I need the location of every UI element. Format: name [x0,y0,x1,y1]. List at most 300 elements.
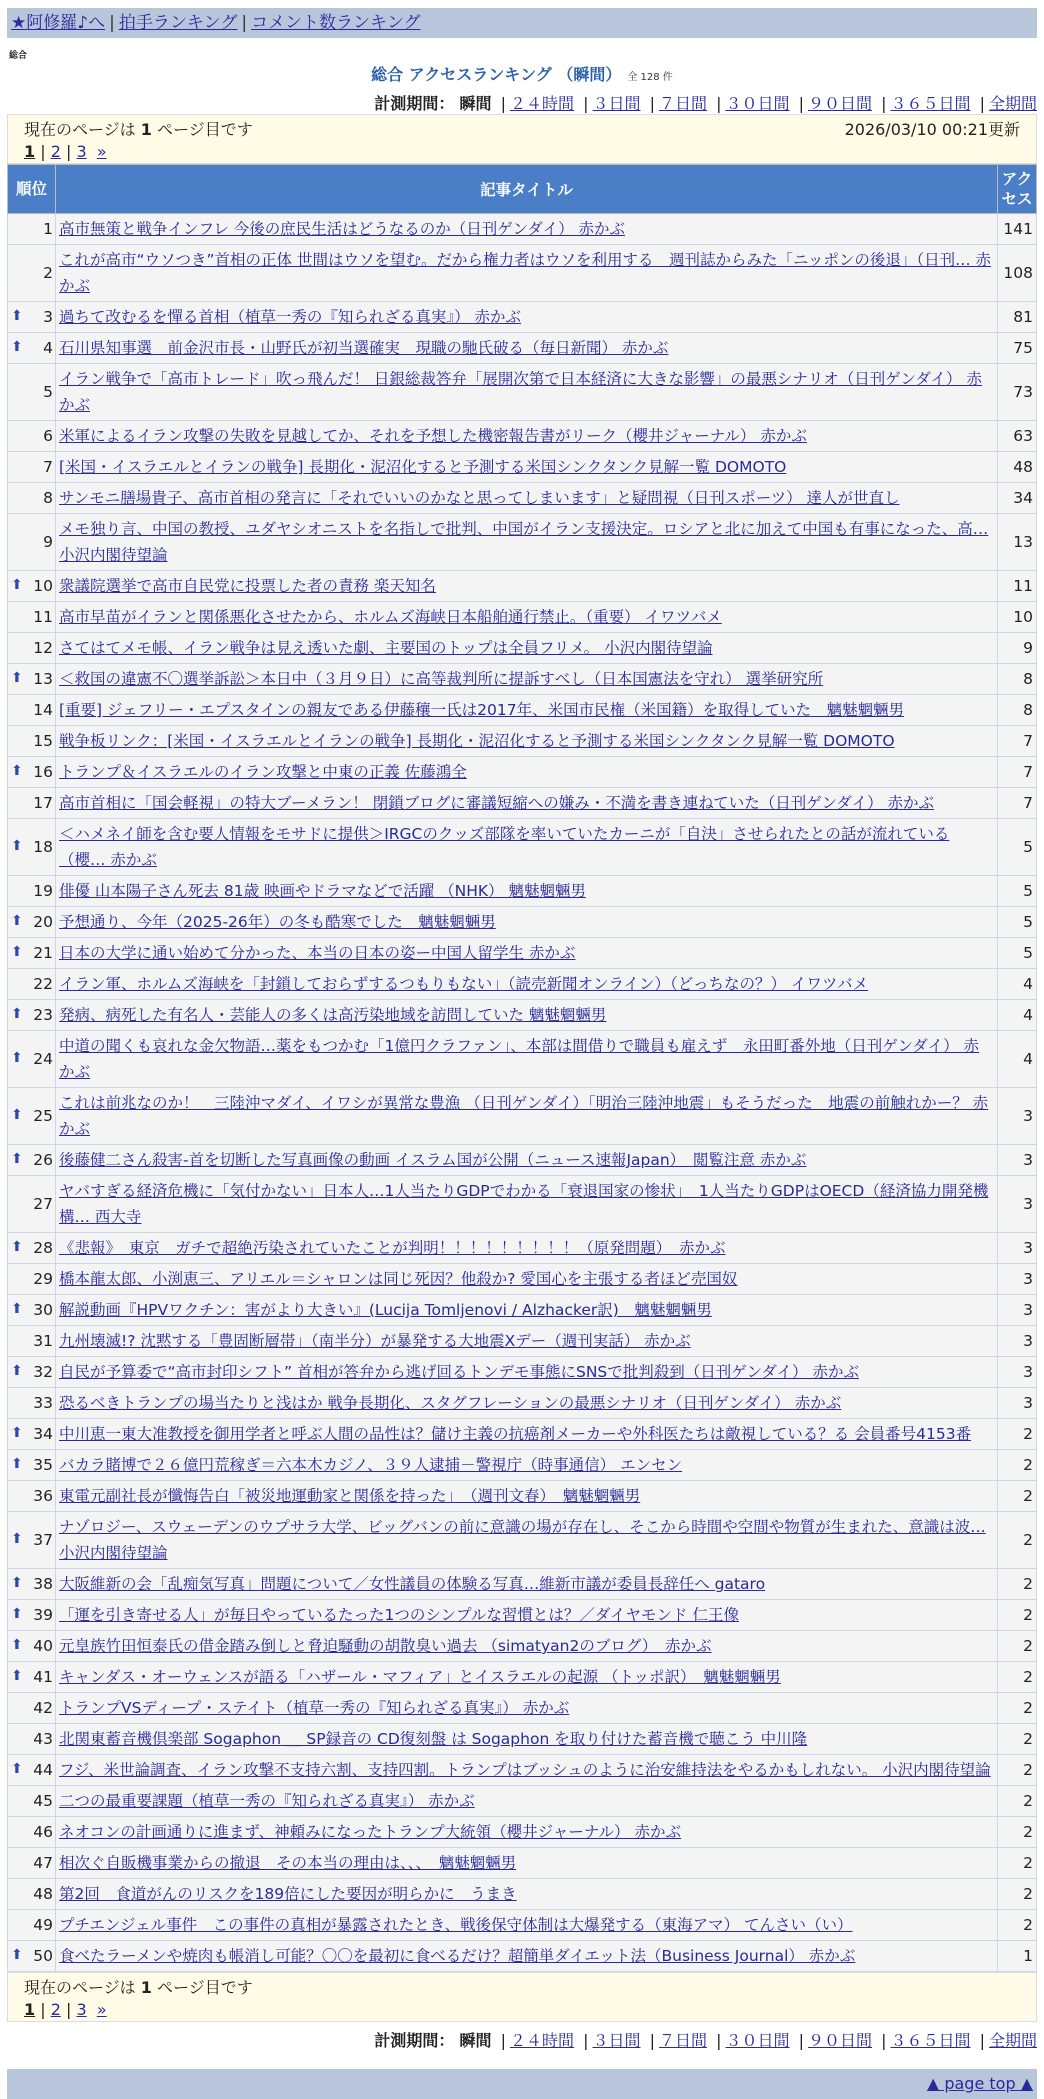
article-title-link[interactable]: 石川県知事選 前金沢市長・山野氏が初当選確実 現職の馳氏破る（毎日新聞） 赤かぶ [59,339,669,357]
category-label: 総合 [9,51,28,61]
title-cell [56,1569,998,1600]
article-title-link[interactable]: 中道の聞くも哀れな金欠物語…薬をもつかむ「1億円クラファン」、本部は間借りで職員も雇えず 永田町番外地（日刊ゲンダイ） 赤かぶ [59,1037,979,1081]
rank-cell [8,726,56,757]
access-count: 3 [998,1295,1037,1326]
title-cell [56,421,998,452]
access-count: 3 [998,1233,1037,1264]
rank-number: 33 [33,1394,53,1412]
period-link-7d[interactable]: ７日間 [658,94,707,113]
title-cell [56,1031,998,1088]
period-link-30d[interactable]: ３０日間 [725,94,790,113]
article-title-link[interactable]: 「運を引き寄せる人」が毎日やっているたった1つのシンプルな習慣とは？／ダイヤモンド 仁王像 [59,1606,739,1624]
table-row [8,302,1037,333]
access-count: 11 [998,571,1037,602]
rank-cell [8,1910,56,1941]
access-count: 2 [998,1662,1037,1693]
title-cell [56,302,998,333]
title-cell [56,1450,998,1481]
rank-cell [8,1419,56,1450]
period-link-365d-bottom[interactable]: ３６５日間 [890,2031,971,2050]
title-cell [56,664,998,695]
article-title-link[interactable]: 九州壊滅!? 沈黙する「豊固断層帯」（南半分）が暴発する大地震Xデー（週刊実話） 赤かぶ [59,1332,691,1350]
rank-cell [8,602,56,633]
period-link-3d[interactable]: ３日間 [592,94,641,113]
rank-cell [8,695,56,726]
table-row [8,695,1037,726]
up-arrow-icon: ⬆ [11,1575,23,1591]
rank-cell [8,302,56,333]
table-row [8,1817,1037,1848]
table-row [8,1848,1037,1879]
nav-link-comment-ranking[interactable]: コメント数ランキング [251,13,421,33]
page-next-link[interactable]: » [96,142,107,161]
access-count: 2 [998,1419,1037,1450]
table-row [8,1176,1037,1233]
title-cell [56,1295,998,1326]
rank-cell [8,1693,56,1724]
rank-cell [8,1724,56,1755]
rank-number: 41 [33,1668,53,1686]
table-row [8,757,1037,788]
rank-cell [8,876,56,907]
up-arrow-icon: ⬆ [11,308,23,324]
title-cell [56,938,998,969]
title-cell [56,333,998,364]
article-title-link[interactable]: 相次ぐ自販機事業からの撤退 その本当の理由は、、、 魑魅魍魎男 [59,1854,517,1872]
article-title-link[interactable]: プチエンジェル事件 この事件の真相が暴露されたとき、戦後保守体制は大爆発する（東海アマ） てんさい（い） [59,1916,853,1934]
rank-number: 11 [33,608,53,626]
up-arrow-icon: ⬆ [11,1151,23,1167]
access-count: 48 [998,452,1037,483]
table-row [8,214,1037,245]
rank-cell [8,1450,56,1481]
access-count: 3 [998,1145,1037,1176]
period-link-all[interactable]: 全期間 [988,94,1037,113]
article-title-link[interactable]: 過ちて改むるを憚る首相（植草一秀の『知られざる真実』） 赤かぶ [59,308,522,326]
title-cell [56,1233,998,1264]
title-cell [56,1326,998,1357]
table-row [8,633,1037,664]
article-title-link[interactable]: トランプ＆イスラエルのイラン攻撃と中東の正義 佐藤鴻全 [59,763,467,781]
article-title-link[interactable]: [重要] ジェフリー・エプスタインの親友である伊藤穰一氏は2017年、米国市民権（米国籍）を取得していた 魑魅魍魎男 [59,701,905,719]
rank-cell [8,1357,56,1388]
top-navbar [7,8,1037,38]
title-cell [56,364,998,421]
article-title-link[interactable]: バカラ賭博で２６億円荒稼ぎ＝六本木カジノ、３９人逮捕－警視庁（時事通信） エンセン [59,1456,683,1474]
rank-cell [8,333,56,364]
rank-cell [8,421,56,452]
rank-number: 19 [33,882,53,900]
page-link-2[interactable]: 2 [50,142,61,161]
rank-number: 46 [33,1823,53,1841]
title-cell [56,1631,998,1662]
rank-number: 44 [33,1761,53,1779]
access-count: 34 [998,483,1037,514]
up-arrow-icon: ⬆ [11,1363,23,1379]
table-header-row [8,165,1037,214]
access-count: 2 [998,1848,1037,1879]
article-title-link[interactable]: サンモニ膳場貴子、高市首相の発言に「それでいいのかなと思ってしまいます」と疑問視（日刊スポーツ） 達人が世直し [59,489,900,507]
pagination-top: 現在のページは 1 ページ目です 2026/03/10 00:21更新 1 | 2 | 3 » [7,114,1037,164]
access-count: 141 [998,214,1037,245]
article-title-link[interactable]: 衆議院選挙で高市自民党に投票した者の責務 楽天知名 [59,577,436,595]
access-count: 5 [998,938,1037,969]
period-link-3d-bottom[interactable]: ３日間 [592,2031,641,2050]
article-title-link[interactable]: 橋本龍太郎、小渕恵三、アリエル＝シャロンは同じ死因？他殺か? 愛国心を主張する者ほど売国奴 [59,1270,738,1288]
table-row [8,1786,1037,1817]
rank-number: 15 [33,732,53,750]
title-cell [56,483,998,514]
rank-number: 5 [43,383,53,401]
rank-number: 22 [33,975,53,993]
up-arrow-icon: ⬆ [11,1761,23,1777]
nav-link-asyura[interactable]: ★阿修羅♪へ [11,13,106,33]
page-current: 1 [24,142,36,161]
table-row [8,1631,1037,1662]
access-count: 3 [998,1326,1037,1357]
title-cell [56,757,998,788]
rank-number: 31 [33,1332,53,1350]
rank-number: 23 [33,1006,53,1024]
access-count: 10 [998,602,1037,633]
rank-cell [8,1000,56,1031]
title-cell [56,1000,998,1031]
article-title-link[interactable]: [米国・イスラエルとイランの戦争] 長期化・泥沼化すると予測する米国シンクタンク見解一覧 DOMOTO [59,458,787,476]
period-selector-bottom: 計測期間： 瞬間 | ２４時間 | ３日間 | ７日間 | ３０日間 | ９０日間 | ３６５日間 | 全期間 [374,2031,1037,2050]
access-count: 4 [998,1031,1037,1088]
nav-separator: | [109,13,115,33]
article-title-link[interactable]: 米軍によるイラン攻撃の失敗を見越してか、それを予想した機密報告書がリーク（櫻井ジャーナル） 赤かぶ [59,427,807,445]
title-cell [56,1755,998,1786]
article-title-link[interactable]: 第2回 食道がんのリスクを189倍にした要因が明らかに うまき [59,1885,517,1903]
table-row [8,1569,1037,1600]
title-cell [56,819,998,876]
page-link-3[interactable]: 3 [76,142,87,161]
access-count: 2 [998,1910,1037,1941]
article-title-link[interactable]: 自民が予算委で“高市封印シフト” 首相が答弁から逃げ回るトンデモ事態にSNSで批判殺到（日刊ゲンダイ） 赤かぶ [59,1363,859,1381]
rank-number: 42 [33,1699,53,1717]
access-count: 2 [998,1569,1037,1600]
article-title-link[interactable]: 高市首相に「国会軽視」の特大ブーメラン！ 閉鎖ブログに審議短縮への嫌み・不満を書き連ねていた（日刊ゲンダイ） 赤かぶ [59,794,934,812]
table-row [8,1724,1037,1755]
rank-cell [8,514,56,571]
table-row [8,938,1037,969]
article-title-link[interactable]: これが高市“ウソつき”首相の正体 世間はウソを望む。だから権力者はウソを利用する 週刊誌からみた「ニッポンの後退」（日刊… 赤かぶ [59,251,992,295]
title-cell [56,907,998,938]
table-row [8,1088,1037,1145]
title-cell [56,245,998,302]
table-row [8,483,1037,514]
rank-number: 7 [43,458,53,476]
rank-number: 27 [33,1195,53,1213]
period-link-7d-bottom[interactable]: ７日間 [658,2031,707,2050]
article-title-link[interactable]: 恐るべきトランプの場当たりと浅はか 戦争長期化、スタグフレーションの最悪シナリオ（日刊ゲンダイ） 赤かぶ [59,1394,842,1412]
title-cell [56,1910,998,1941]
article-title-link[interactable]: 俳優 山本陽子さん死去 81歳 映画やドラマなどで活躍 （NHK） 魑魅魍魎男 [59,882,586,900]
article-title-link[interactable]: 日本の大学に通い始めて分かった、本当の日本の姿ー中国人留学生 赤かぶ [59,944,576,962]
period-link-24h[interactable]: ２４時間 [509,94,574,113]
access-count: 73 [998,364,1037,421]
up-arrow-icon: ⬆ [11,1301,23,1317]
rank-number: 24 [33,1050,53,1068]
article-title-link[interactable]: 《悲報》 東京 ガチで超絶汚染されていたことが判明！！！！！！！！！（原発問題） 赤かぶ [59,1239,726,1257]
article-title-link[interactable]: 後藤健二さん殺害-首を切断した写真画像の動画 イスラム国が公開（ニュース速報Japan） 閲覧注意 赤かぶ [59,1151,807,1169]
page-next-link-bottom[interactable]: » [96,2000,107,2019]
rank-number: 8 [43,489,53,507]
rank-cell [8,1512,56,1569]
rank-number: 25 [33,1107,53,1125]
access-count: 9 [998,633,1037,664]
rank-cell [8,571,56,602]
title-cell [56,969,998,1000]
access-count: 2 [998,1631,1037,1662]
nav-link-applause-ranking[interactable]: 拍手ランキング [118,13,238,33]
title-cell [56,1786,998,1817]
rank-number: 2 [43,264,53,282]
rank-cell [8,819,56,876]
rank-number: 48 [33,1885,53,1903]
page-link-2-bottom[interactable]: 2 [50,2000,61,2019]
table-row [8,1600,1037,1631]
rank-number: 14 [33,701,53,719]
period-label: 計測期間： [374,94,455,113]
article-title-link[interactable]: トランプVSディープ・ステイト（植草一秀の『知られざる真実』） 赤かぶ [59,1699,570,1717]
period-link-90d-bottom[interactable]: ９０日間 [807,2031,872,2050]
rank-number: 36 [33,1487,53,1505]
table-row [8,1031,1037,1088]
rank-cell [8,1569,56,1600]
up-arrow-icon: ⬆ [11,1425,23,1441]
rank-number: 38 [33,1575,53,1593]
table-row [8,333,1037,364]
rank-number: 4 [43,339,53,357]
rank-cell [8,1941,56,1972]
rank-cell [8,452,56,483]
access-count: 75 [998,333,1037,364]
rank-number: 43 [33,1730,53,1748]
title-cell [56,1088,998,1145]
rank-cell [8,483,56,514]
period-link-365d[interactable]: ３６５日間 [890,94,971,113]
title-cell [56,1481,998,1512]
table-row [8,1388,1037,1419]
rank-cell [8,757,56,788]
table-row [8,1941,1037,1972]
table-row [8,969,1037,1000]
ranking-table [7,164,1037,1972]
table-row [8,876,1037,907]
rank-cell [8,938,56,969]
title-cell [56,1419,998,1450]
rank-number: 47 [33,1854,53,1872]
rank-cell [8,1233,56,1264]
rank-cell [8,664,56,695]
article-title-link[interactable]: キャンダス・オーウェンスが語る「ハザール・マフィア」とイスラエルの起源 （トッポ訳） 魑魅魍魎男 [59,1668,781,1686]
rank-number: 35 [33,1456,53,1474]
rank-number: 16 [33,763,53,781]
table-row [8,1662,1037,1693]
access-count: 3 [998,1176,1037,1233]
rank-cell [8,214,56,245]
access-count: 2 [998,1786,1037,1817]
access-count: 1 [998,1941,1037,1972]
access-count: 2 [998,1724,1037,1755]
title-cell [56,1176,998,1233]
article-title-link[interactable]: イラン戦争で「高市トレード」吹っ飛んだ！ 日銀総裁答弁「展開次第で日本経済に大きな影響」の最悪シナリオ（日刊ゲンダイ） 赤かぶ [59,370,982,414]
title-cell [56,571,998,602]
article-title-link[interactable]: 発病、病死した有名人・芸能人の多くは高汚染地域を訪問していた 魑魅魍魎男 [59,1006,607,1024]
article-title-link[interactable]: 解説動画『HPVワクチン：害がより大きい』(Lucija Tomljenovi / Alzhacker訳) 魑魅魍魎男 [59,1301,712,1319]
table-row [8,1357,1037,1388]
article-title-link[interactable]: 二つの最重要課題（植草一秀の『知られざる真実』） 赤かぶ [59,1792,475,1810]
article-title-link[interactable]: フジ、米世論調査、イラン攻撃不支持六割、支持四割。トランプはブッシュのように治安維持法をやるかもしれない。 小沢内閣待望論 [59,1761,991,1779]
article-title-link[interactable]: 高市無策と戦争インフレ 今後の庶民生活はどうなるのか（日刊ゲンダイ） 赤かぶ [59,220,625,238]
period-label-bottom: 計測期間： [374,2031,455,2050]
title-cell [56,1145,998,1176]
rank-number: 21 [33,944,53,962]
rank-number: 40 [33,1637,53,1655]
table-row [8,1145,1037,1176]
rank-number: 39 [33,1606,53,1624]
table-row [8,452,1037,483]
access-count: 5 [998,907,1037,938]
table-row [8,1264,1037,1295]
article-title-link[interactable]: ナゾロジー、スウェーデンのウプサラ大学、ビッグバンの前に意識の場が存在し、そこから時間や空間や物質が生まれた、意識は波… 小沢内閣待望論 [59,1518,986,1562]
article-title-link[interactable]: メモ独り言、中国の教授、ユダヤシオニストを名指しで批判、中国がイラン支援決定。ロシアと北に加えて中国も有事になった、高… 小沢内閣待望論 [59,520,989,564]
title-cell [56,1662,998,1693]
up-arrow-icon: ⬆ [11,1668,23,1684]
access-count: 7 [998,726,1037,757]
title-cell [56,1512,998,1569]
table-row [8,602,1037,633]
article-title-link[interactable]: 中川恵一東大准教授を御用学者と呼ぶ人間の品性は？儲け主義の抗癌剤メーカーや外科医たちは敵視している？る 会員番号4153番 [59,1425,972,1443]
rank-number: 26 [33,1151,53,1169]
table-row [8,1755,1037,1786]
period-link-30d-bottom[interactable]: ３０日間 [725,2031,790,2050]
rank-number: 13 [33,670,53,688]
access-count: 2 [998,1450,1037,1481]
rank-cell [8,969,56,1000]
rank-number: 50 [33,1947,53,1965]
rank-number: 18 [33,838,53,856]
article-title-link[interactable]: 戦争板リンク：[米国・イスラエルとイランの戦争] 長期化・泥沼化すると予測する米国シンクタンク見解一覧 DOMOTO [59,732,895,750]
page-current-bottom: 1 [24,2000,36,2019]
access-count: 13 [998,514,1037,571]
title-cell [56,1848,998,1879]
updated-timestamp: 2026/03/10 00:21更新 [844,120,1020,139]
table-row [8,571,1037,602]
article-title-link[interactable]: 元皇族竹田恒泰氏の借金踏み倒しと脅迫騒動の胡散臭い過去 （simatyan2のブログ） 赤かぶ [59,1637,712,1655]
up-arrow-icon: ⬆ [11,1107,23,1123]
title-cell [56,452,998,483]
page-link-3-bottom[interactable]: 3 [76,2000,87,2019]
article-title-link[interactable]: 東電元副社長が懺悔告白「被災地運動家と関係を持った」 （週刊文春） 魑魅魍魎男 [59,1487,641,1505]
up-arrow-icon: ⬆ [11,763,23,779]
rank-cell [8,1662,56,1693]
article-title-link[interactable]: これは前兆なのか！ 三陸沖マダイ、イワシが異常な豊漁 （日刊ゲンダイ）「明治三陸沖地震」もそうだった 地震の前触れかー？ 赤かぶ [59,1094,989,1138]
period-link-24h-bottom[interactable]: ２４時間 [509,2031,574,2050]
article-title-link[interactable]: 予想通り、今年（2025-26年）の冬も酷寒でした 魑魅魍魎男 [59,913,496,931]
title-cell [56,1264,998,1295]
rank-number: 32 [33,1363,53,1381]
rank-number: 9 [43,533,53,551]
rank-number: 10 [33,577,53,595]
table-row [8,1000,1037,1031]
article-title-link[interactable]: ネオコンの計画通りに進まず、神頼みになったトランプ大統領（櫻井ジャーナル） 赤かぶ [59,1823,681,1841]
rank-cell [8,1031,56,1088]
article-title-link[interactable]: ヤバすぎる経済危機に「気付かない」日本人…1人当たりGDPでわかる「衰退国家の惨状」 1人当たりGDPはOECD（経済協力開発機構… 西大寺 [59,1182,989,1226]
article-title-link[interactable]: 食べたラーメンや焼肉も帳消し可能？〇〇を最初に食べるだけ？超簡単ダイエット法（Business Journal） 赤かぶ [59,1947,856,1965]
article-title-link[interactable]: さてはてメモ帳、イラン戦争は見え透いた劇、主要国のトップは全員フリメ。 小沢内閣待望論 [59,639,713,657]
article-title-link[interactable]: 高市早苗がイランと関係悪化させたから、ホルムズ海峡日本船舶通行禁止。（重要） イワツバメ [59,608,722,626]
rank-cell [8,364,56,421]
article-title-link[interactable]: 北関東蓄音機倶楽部 Sogaphon ＿ SP録音の CD復刻盤 は Sogaphon を取り付けた蓄音機で聴こう 中川隆 [59,1730,808,1748]
access-count: 8 [998,664,1037,695]
rank-cell [8,1817,56,1848]
table-row [8,726,1037,757]
rank-number: 29 [33,1270,53,1288]
table-row [8,907,1037,938]
pagination-bottom: 現在のページは 1 ページ目です 1 | 2 | 3 » [7,1972,1037,2022]
ranking-table-body [8,214,1037,1972]
access-count: 4 [998,969,1037,1000]
rank-cell [8,1848,56,1879]
period-link-all-bottom[interactable]: 全期間 [988,2031,1037,2050]
table-row [8,819,1037,876]
rank-number: 12 [33,639,53,657]
rank-number: 20 [33,913,53,931]
rank-cell [8,788,56,819]
article-title-link[interactable]: 大阪維新の会「乱痴気写真」問題について／女性議員の体験る写真…維新市議が委員長辞任へ gataro [59,1575,766,1593]
article-title-link[interactable]: イラン軍、ホルムズ海峡を「封鎖しておらずするつもりもない」（読売新聞オンライン）（どっちなの？） イワツバメ [59,975,869,993]
table-row [8,1910,1037,1941]
access-count: 5 [998,819,1037,876]
period-link-90d[interactable]: ９０日間 [807,94,872,113]
up-arrow-icon: ⬆ [11,913,23,929]
period-current-bottom: 瞬間 [459,2031,492,2050]
rank-number: 34 [33,1425,53,1443]
bottom-bar [7,2069,1037,2099]
up-arrow-icon: ⬆ [11,1050,23,1066]
rank-cell [8,1088,56,1145]
access-count: 7 [998,788,1037,819]
access-count: 3 [998,1264,1037,1295]
rank-number: 17 [33,794,53,812]
rank-cell [8,1388,56,1419]
up-arrow-icon: ⬆ [11,1531,23,1547]
table-row [8,1233,1037,1264]
access-count: 2 [998,1600,1037,1631]
article-title-link[interactable]: ＜ハメネイ師を含む要人情報をモサドに提供＞IRGCのクッズ部隊を率いていたカーニが「自決」させられたとの話が流れている（櫻… 赤かぶ [59,825,950,869]
title-cell [56,214,998,245]
page-top-link[interactable]: ▲ page top ▲ [926,2074,1033,2093]
page-title [7,62,1037,85]
rank-cell [8,1481,56,1512]
up-arrow-icon: ⬆ [11,577,23,593]
access-count: 2 [998,1512,1037,1569]
title-cell [56,1941,998,1972]
title-cell [56,1388,998,1419]
access-count: 5 [998,876,1037,907]
article-title-link[interactable]: ＜救国の違憲不〇選挙訴訟＞本日中（３月９日）に高等裁判所に提訴すべし（日本国憲法を守れ） 選挙研究所 [59,670,824,688]
rank-cell [8,1176,56,1233]
title-cell [56,1724,998,1755]
access-count: 3 [998,1088,1037,1145]
access-count: 108 [998,245,1037,302]
title-cell [56,1879,998,1910]
title-cell [56,788,998,819]
rank-cell [8,1755,56,1786]
